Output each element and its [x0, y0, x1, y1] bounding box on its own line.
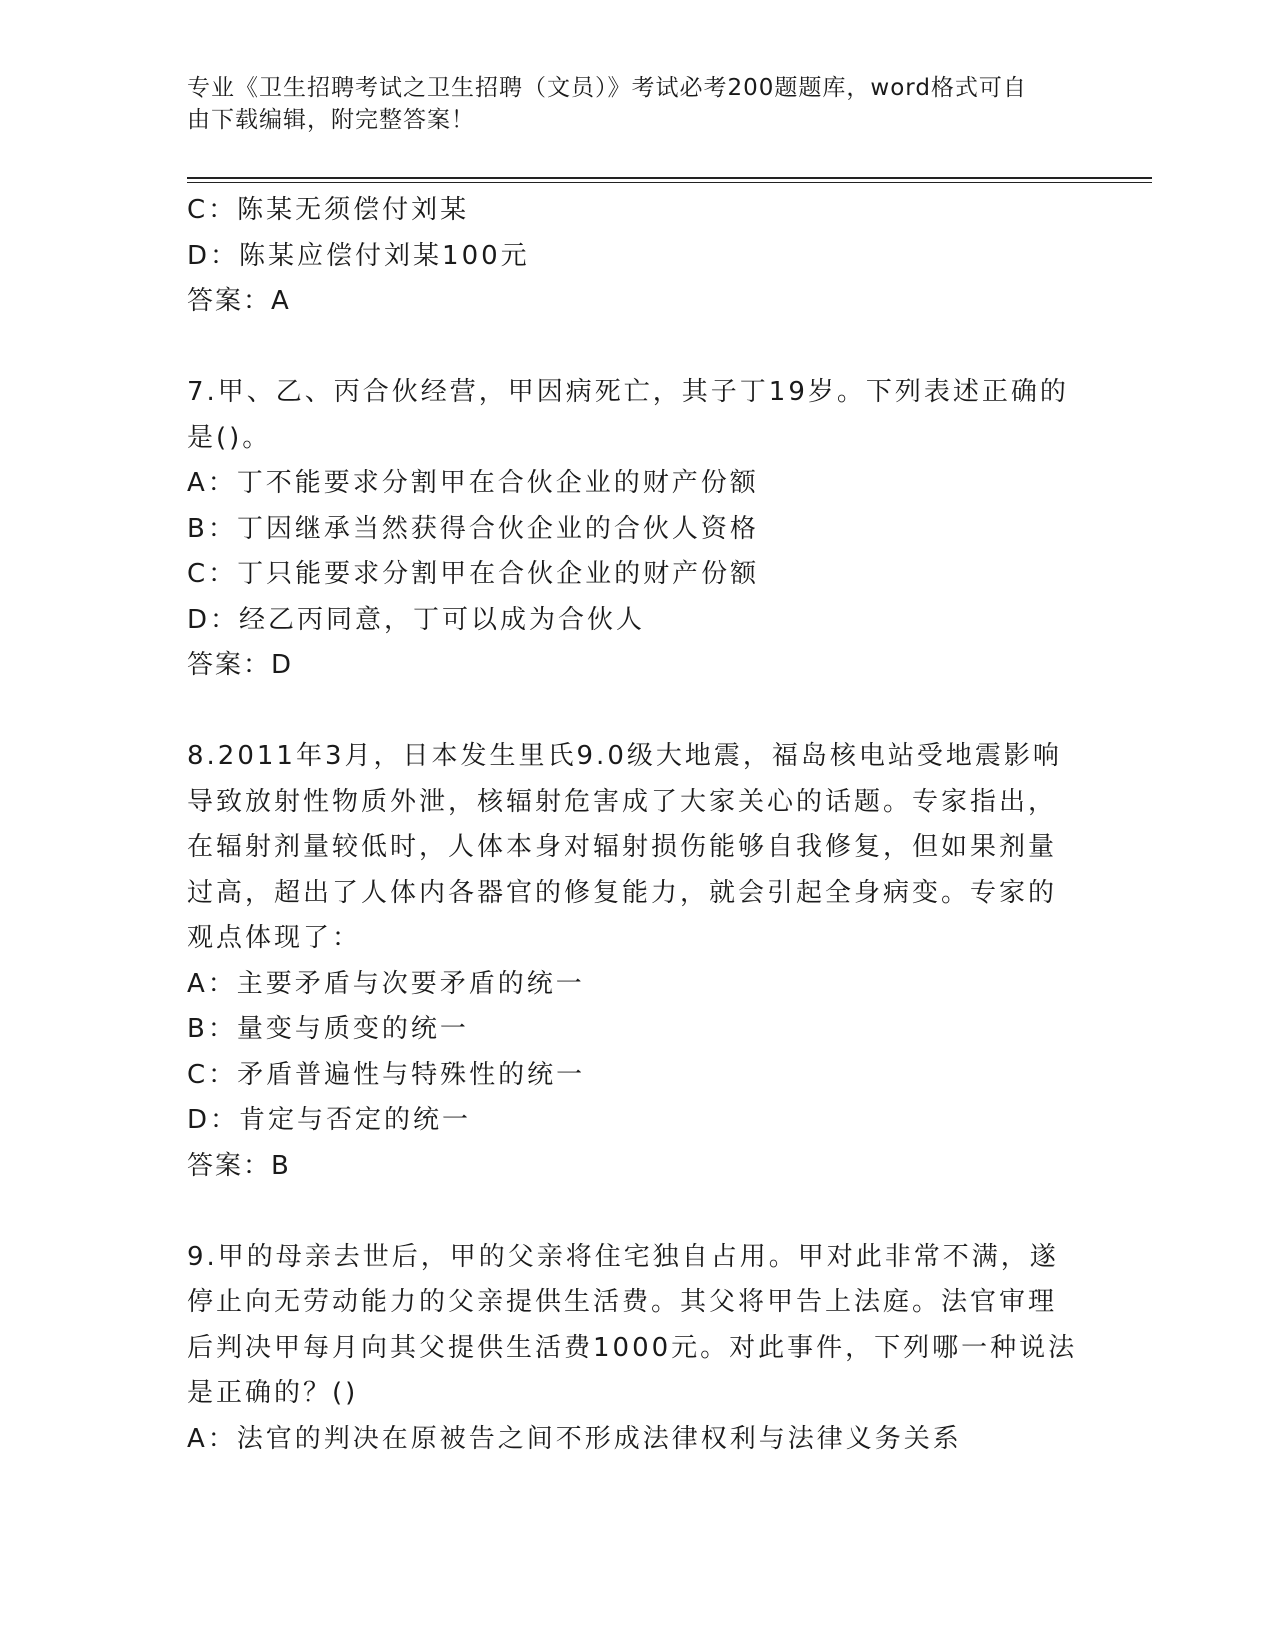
- spacer: [187, 1189, 1067, 1235]
- q7-option-c: C：丁只能要求分割甲在合伙企业的财产份额: [187, 559, 760, 589]
- q8-stem-line-2: 导致放射性物质外泄，核辐射危害成了大家关心的话题。专家指出，: [187, 786, 1058, 817]
- question-list: [187, 188, 1078, 1462]
- q7-option-d: D：经乙丙同意，丁可以成为合伙人: [187, 604, 646, 635]
- question-6: [187, 188, 1067, 325]
- q8-stem-line-1: 8.2011年3月，日本发生里氏9.0级大地震，福岛核电站受地震影响: [187, 741, 1062, 771]
- header-rule-thick: [187, 177, 1152, 179]
- q7-stem-line-2: 是()。: [187, 422, 272, 453]
- q8-option-a: A：主要矛盾与次要矛盾的统一: [187, 968, 585, 999]
- q8-stem-line-3: 在辐射剂量较低时，人体本身对辐射损伤能够自我修复，但如果剂量: [187, 832, 1058, 862]
- header-line-1: 专业《卫生招聘考试之卫生招聘（文员）》考试必考200题题库，word格式可自: [187, 75, 1027, 101]
- question-9: [187, 1235, 1078, 1463]
- q8-option-c: C：矛盾普遍性与特殊性的统一: [187, 1059, 586, 1090]
- q8-option-d: D：肯定与否定的统一: [187, 1105, 472, 1135]
- q8-answer: 答案：B: [187, 1150, 291, 1181]
- q7-answer: 答案：D: [187, 650, 294, 680]
- question-8: [187, 734, 1067, 1189]
- document-header: [187, 72, 1067, 136]
- q8-stem-line-4: 过高，超出了人体内各器官的修复能力，就会引起全身病变。专家的: [187, 877, 1058, 908]
- q7-option-b: B：丁因继承当然获得合伙企业的合伙人资格: [187, 513, 759, 544]
- q9-stem-line-1: 9.甲的母亲去世后，甲的父亲将住宅独自占用。甲对此非常不满，遂: [187, 1241, 1059, 1272]
- q7-option-a: A：丁不能要求分割甲在合伙企业的财产份额: [187, 468, 759, 498]
- q9-stem-line-2: 停止向无劳动能力的父亲提供生活费。其父将甲告上法庭。法官审理: [187, 1287, 1058, 1317]
- spacer: [187, 689, 1067, 735]
- q8-option-b: B：量变与质变的统一: [187, 1014, 469, 1044]
- spacer: [187, 325, 1067, 371]
- q9-option-a: A：法官的判决在原被告之间不形成法律权利与法律义务关系: [187, 1423, 962, 1454]
- q9-stem-line-3: 后判决甲每月向其父提供生活费1000元。对此事件，下列哪一种说法: [187, 1332, 1078, 1363]
- q8-stem-line-5: 观点体现了：: [187, 923, 362, 953]
- question-7: [187, 370, 1067, 689]
- q9-stem-line-4: 是正确的？(): [187, 1378, 359, 1408]
- q7-stem-line-1: 7.甲、乙、丙合伙经营，甲因病死亡，其子丁19岁。下列表述正确的: [187, 377, 1069, 407]
- q6-answer: 答案：A: [187, 286, 291, 316]
- q6-option-d: D：陈某应偿付刘某100元: [187, 240, 530, 271]
- header-line-2: 由下载编辑，附完整答案！: [187, 107, 475, 133]
- header-rule-thin: [187, 182, 1152, 183]
- q6-option-c: C：陈某无须偿付刘某: [187, 195, 470, 225]
